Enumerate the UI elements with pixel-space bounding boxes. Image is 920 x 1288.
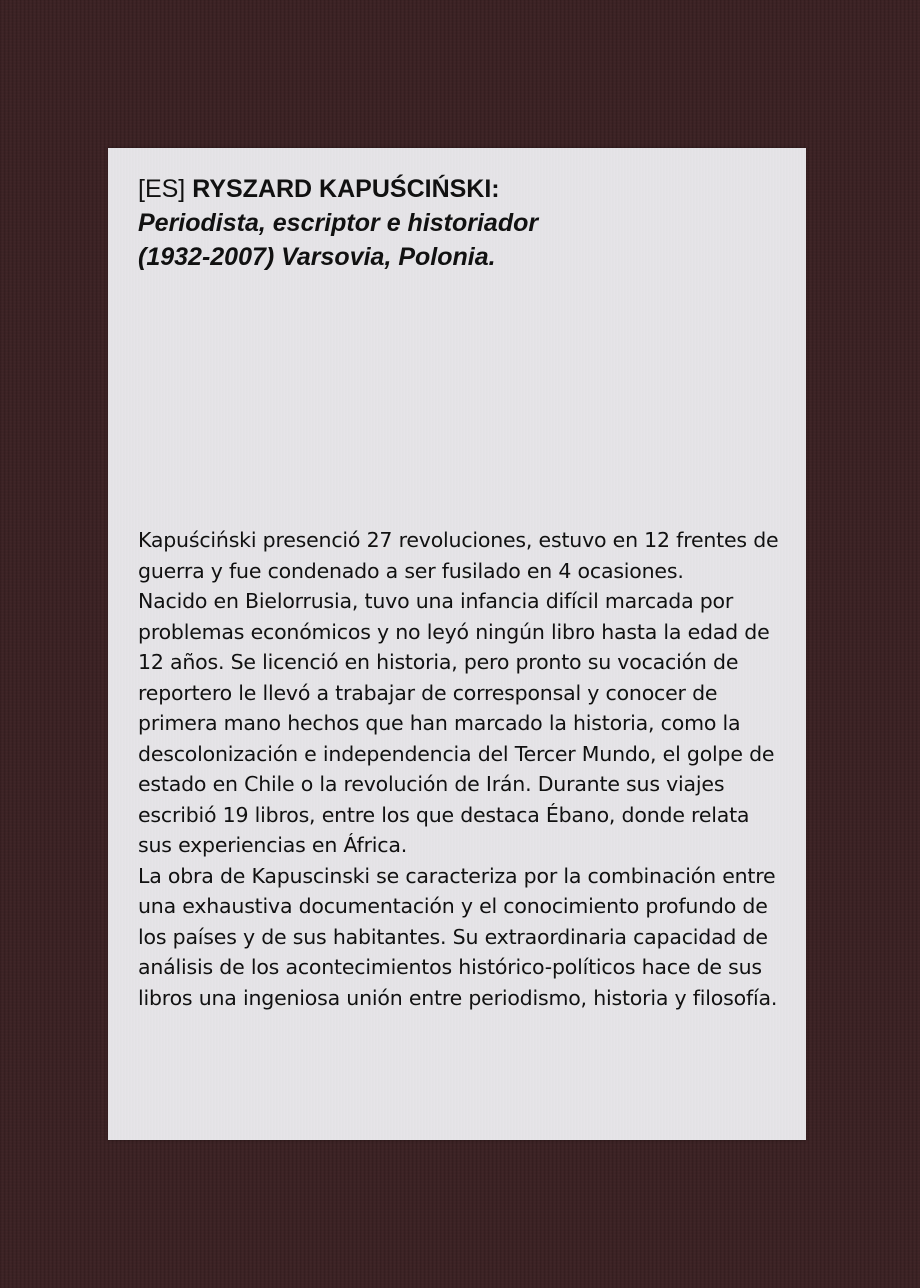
info-card (108, 148, 806, 1140)
paragraph-work: La obra de Kapuscinski se caracteriza por la combinación entre una exhaustiva documentación y el conocimiento profundo de los países y de sus habitantes. Su extraordinaria capacidad de análisis de los acontecimientos histórico-políticos hace de sus libros una ingeniosa unión entre periodismo, historia y filosofía. (138, 863, 778, 1010)
subtitle-line-1: Periodista, escriptor e historiador (138, 209, 539, 237)
card-heading (138, 172, 778, 274)
subtitle-line-2: (1932-2007) Varsovia, Polonia. (138, 243, 496, 271)
author-name: RYSZARD KAPUŚCIŃSKI: (192, 175, 500, 203)
language-tag: [ES] (138, 175, 186, 203)
paragraph-revolutions: Kapuściński presenció 27 revoluciones, estuvo en 12 frentes de guerra y fue condenado a ser fusilado en 4 ocasiones. (138, 528, 779, 583)
paragraph-early-life: Nacido en Bielorrusia, tuvo una infancia difícil marcada por problemas económicos y no leyó ningún libro hasta la edad de 12 años. Se licenció en historia, pero pronto su vocación de reportero le llevó a trabajar de corresponsal y conocer de primera mano hechos que han marcado la historia, como la descolonización e independencia del Tercer Mundo, el golpe de estado en Chile o la revolución de Irán. Durante sus viajes escribió 19 libros, entre los que destaca Ébano, donde relata sus experiencias en África. (138, 589, 775, 857)
biography-text (138, 525, 788, 1013)
